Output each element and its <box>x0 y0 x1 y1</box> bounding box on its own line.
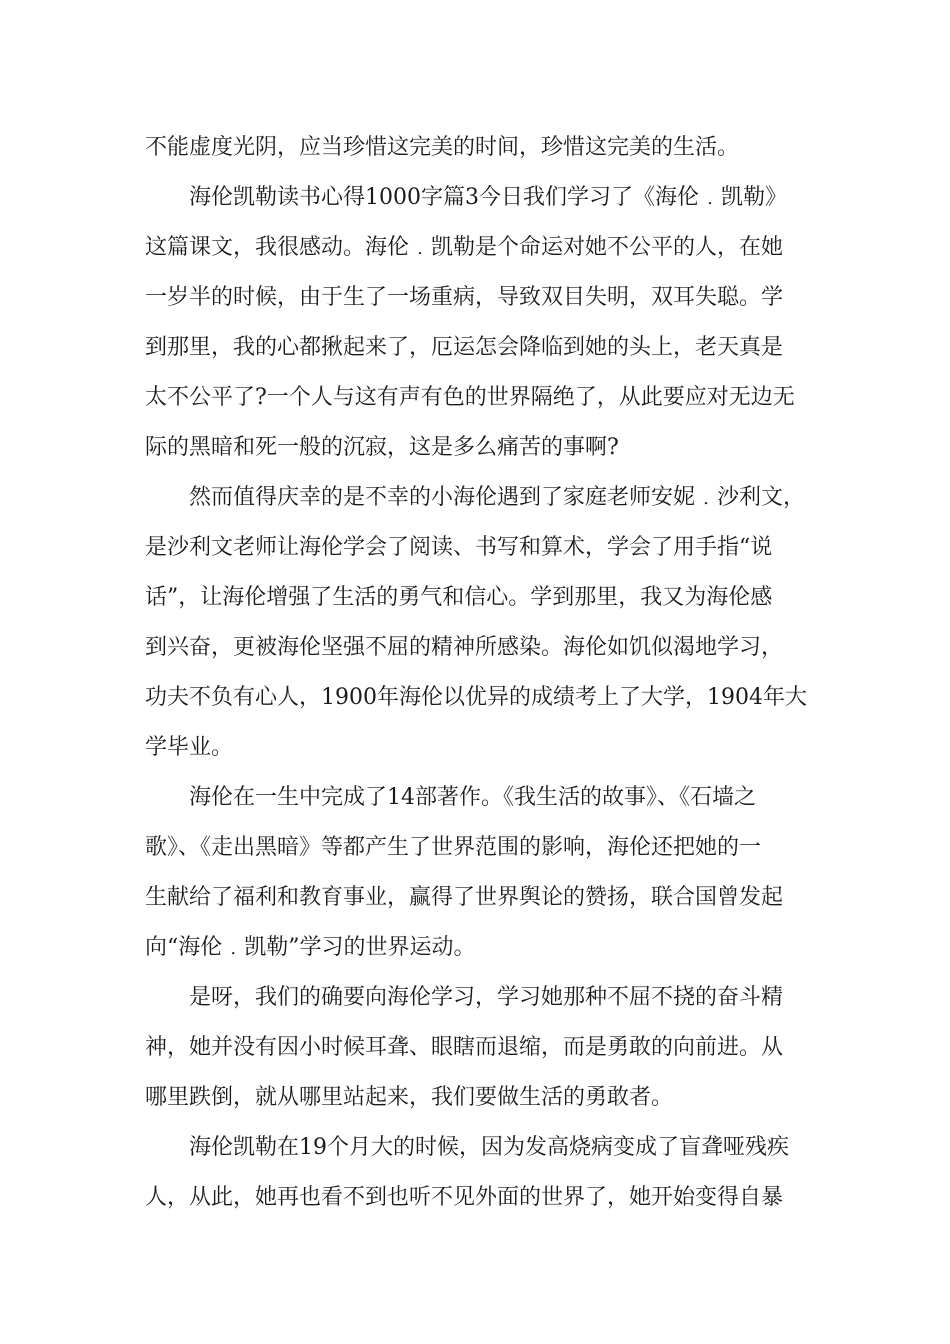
paragraph-start-line: 是呀，我们的确要向海伦学习，学习她那种不屈不挠的奋斗精 <box>189 985 784 1010</box>
text-line: 太不公平了?一个人与这有声有色的世界隔绝了，从此要应对无边无 <box>145 385 795 410</box>
text-line: 不能虚度光阴，应当珍惜这完美的时间，珍惜这完美的生活。 <box>145 135 740 160</box>
text-line: 哪里跌倒，就从哪里站起来，我们要做生活的勇敢者。 <box>145 1085 674 1110</box>
text-line: 是沙利文老师让海伦学会了阅读、书写和算术，学会了用手指“说 <box>145 535 773 560</box>
paragraph-start-line: 海伦凯勒在19个月大的时候，因为发高烧病变成了盲聋哑残疾 <box>189 1135 789 1160</box>
text-line: 到那里，我的心都揪起来了，厄运怎会降临到她的头上，老天真是 <box>145 335 784 360</box>
text-line: 际的黑暗和死一般的沉寂，这是多么痛苦的事啊? <box>145 435 619 460</box>
text-line: 学毕业。 <box>145 735 234 760</box>
text-line: 神，她并没有因小时候耳聋、眼瞎而退缩，而是勇敢的向前进。从 <box>145 1035 784 1060</box>
paragraph-start-line: 海伦在一生中完成了14部著作。《我生活的故事》、《石墙之 <box>189 785 756 810</box>
paragraph-start-line: 海伦凯勒读书心得1000字篇3今日我们学习了《海伦﹒凯勒》 <box>189 185 787 210</box>
text-line: 歌》、《走出黑暗》等都产生了世界范围的影响，海伦还把她的一 <box>145 835 762 860</box>
text-line: 人，从此，她再也看不到也听不见外面的世界了，她开始变得自暴 <box>145 1185 784 1210</box>
text-line: 话”，让海伦增强了生活的勇气和信心。学到那里，我又为海伦感 <box>145 585 773 610</box>
paragraph-start-line: 然而值得庆幸的是不幸的小海伦遇到了家庭老师安妮﹒沙利文， <box>189 485 806 510</box>
text-line: 功夫不负有心人，1900年海伦以优异的成绩考上了大学，1904年大 <box>145 685 807 710</box>
text-line: 到兴奋，更被海伦坚强不屈的精神所感染。海伦如饥似渴地学习， <box>145 635 784 660</box>
text-line: 这篇课文，我很感动。海伦﹒凯勒是个命运对她不公平的人，在她 <box>145 235 784 260</box>
text-line: 生献给了福利和教育事业，赢得了世界舆论的赞扬，联合国曾发起 <box>145 885 784 910</box>
text-line: 向“海伦﹒凯勒”学习的世界运动。 <box>145 935 476 960</box>
text-line: 一岁半的时候，由于生了一场重病，导致双目失明，双耳失聪。学 <box>145 285 784 310</box>
